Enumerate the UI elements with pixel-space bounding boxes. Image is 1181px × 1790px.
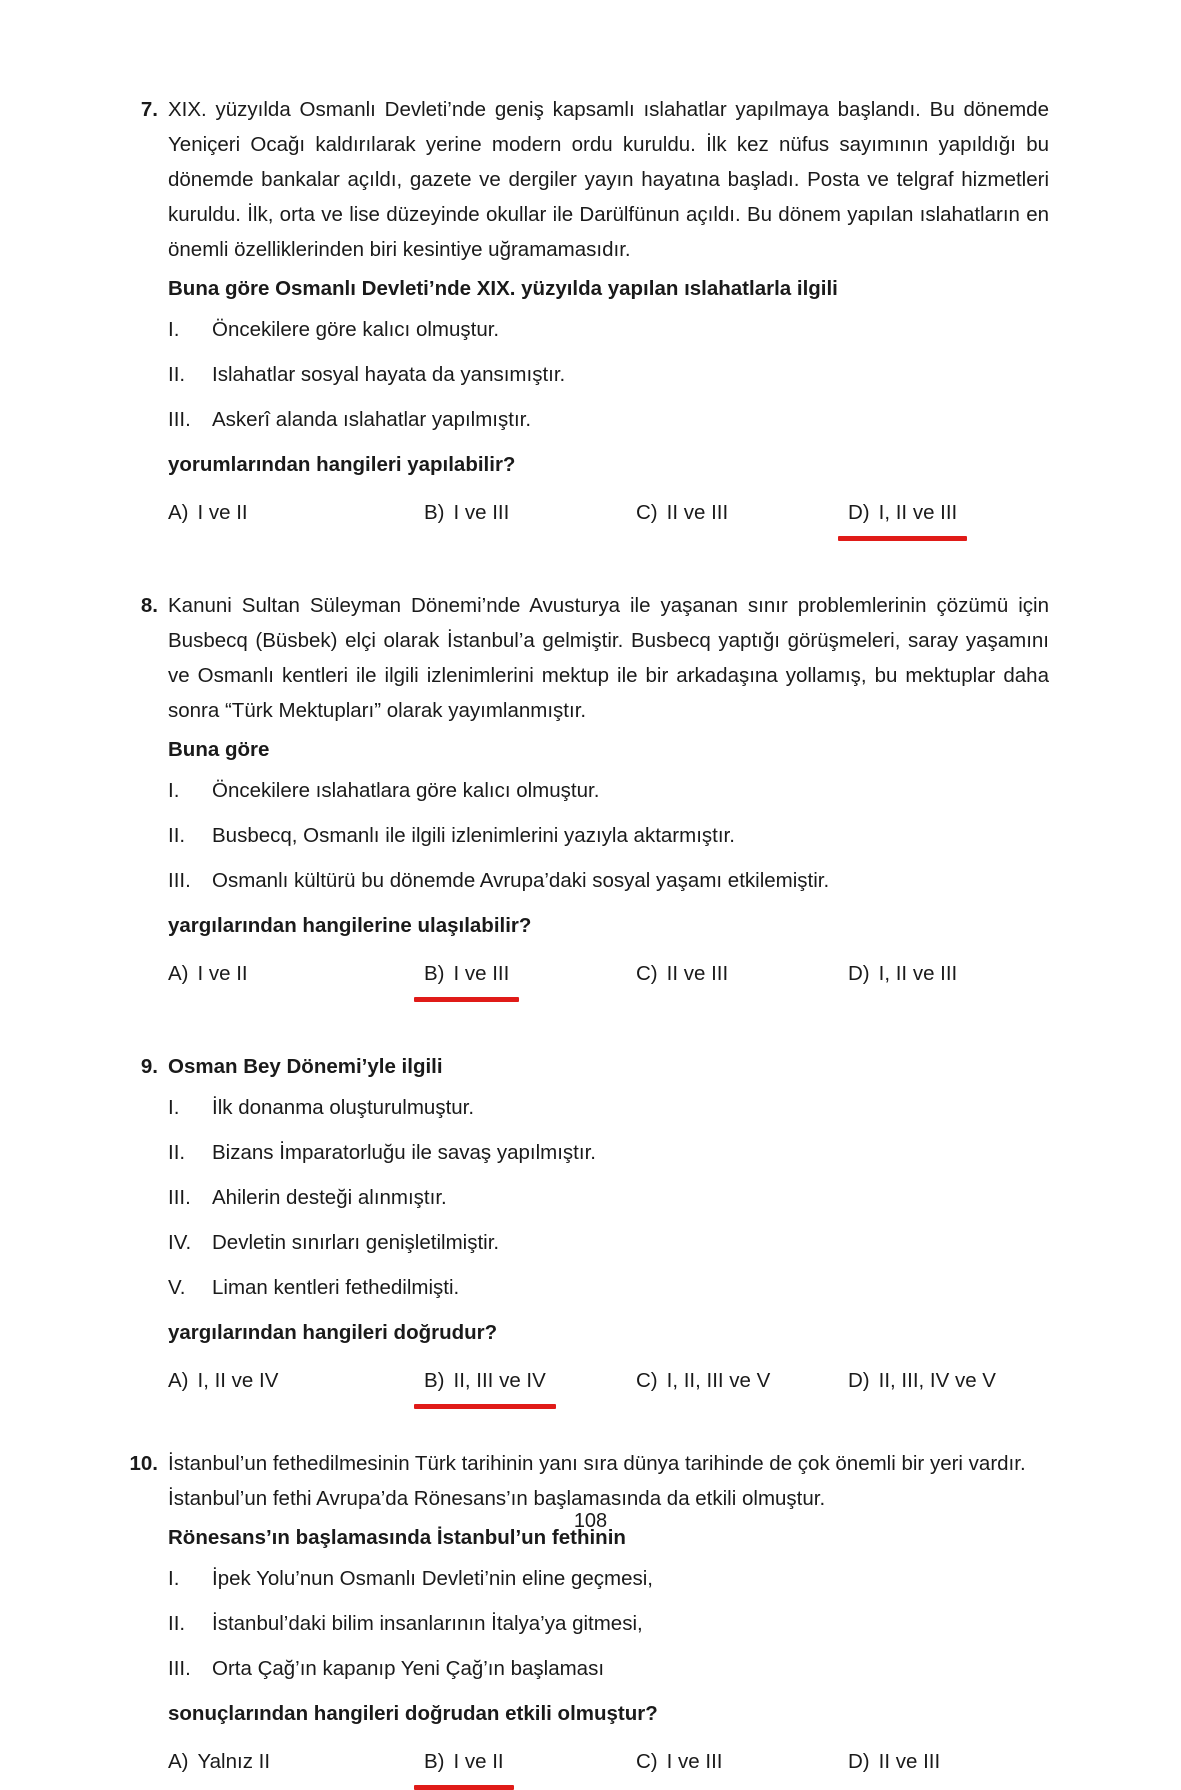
option-text: I ve II — [197, 501, 248, 524]
option-b-8[interactable] — [424, 959, 636, 993]
option-text: I ve II — [197, 962, 248, 985]
roman-numeral: III. — [168, 869, 191, 892]
roman-text: Osmanlı kültürü bu dönemde Avrupa’daki sosyal yaşamı etkilemiştir. — [212, 869, 830, 892]
list-item — [168, 1561, 1049, 1596]
option-text: II ve III — [666, 962, 729, 985]
roman-text: Ahilerin desteği alınmıştır. — [212, 1186, 447, 1209]
roman-numeral: III. — [168, 1657, 191, 1680]
roman-numeral: IV. — [168, 1231, 192, 1254]
option-text: II, III ve IV — [453, 1369, 546, 1392]
question-body-7 — [168, 92, 1049, 267]
question-number-9: 9. — [140, 1055, 158, 1078]
list-item — [168, 1180, 1049, 1215]
list-item — [168, 863, 1049, 898]
option-letter: A) — [168, 501, 189, 524]
option-letter: A) — [168, 962, 189, 985]
roman-text: Askerî alanda ıslahatlar yapılmıştır. — [212, 408, 532, 431]
question-prompt-7: yorumlarından hangileri yapılabilir? — [168, 453, 516, 476]
page-number: 108 — [573, 1510, 608, 1532]
list-item — [168, 1270, 1049, 1305]
question-number-7: 7. — [140, 98, 158, 121]
option-c-10[interactable] — [636, 1747, 848, 1781]
option-letter: B) — [424, 1750, 445, 1773]
question-prompt-9: yargılarından hangileri doğrudur? — [168, 1321, 498, 1344]
option-letter: B) — [424, 1369, 445, 1392]
question-head-10 — [129, 1446, 1049, 1516]
roman-numeral: I. — [168, 1567, 180, 1590]
option-c-7[interactable] — [636, 498, 848, 532]
roman-numeral: III. — [168, 408, 191, 431]
question-lead-8: Buna göre — [168, 738, 270, 761]
question-body-8 — [168, 588, 1049, 728]
roman-numeral: III. — [168, 1186, 191, 1209]
roman-list-7 — [168, 312, 1049, 437]
option-b-9[interactable] — [424, 1366, 636, 1400]
option-a-7[interactable] — [168, 498, 424, 532]
roman-numeral: I. — [168, 1096, 180, 1119]
option-text: I ve III — [453, 962, 510, 985]
roman-text: Busbecq, Osmanlı ile ilgili izlenimlerini yazıyla aktarmıştır. — [212, 824, 735, 847]
option-b-10[interactable] — [424, 1747, 636, 1781]
option-text: I ve III — [666, 1750, 723, 1773]
option-d-10[interactable] — [848, 1747, 940, 1781]
list-item — [168, 312, 1049, 347]
roman-numeral: II. — [168, 1141, 186, 1164]
question-block-7 — [132, 92, 1049, 532]
roman-numeral: II. — [168, 824, 186, 847]
option-letter: D) — [848, 962, 870, 985]
option-b-7[interactable] — [424, 498, 636, 532]
roman-text: Bizans İmparatorluğu ile savaş yapılmıştır. — [212, 1141, 596, 1164]
option-a-8[interactable] — [168, 959, 424, 993]
roman-list-10 — [168, 1561, 1049, 1686]
option-text: I ve III — [453, 501, 510, 524]
option-letter: B) — [424, 962, 445, 985]
option-letter: D) — [848, 501, 870, 524]
question-head-7 — [132, 92, 1049, 267]
option-letter: A) — [168, 1750, 189, 1773]
list-item — [168, 1651, 1049, 1686]
option-letter: C) — [636, 1369, 658, 1392]
option-text: I, II ve III — [878, 962, 958, 985]
roman-numeral: I. — [168, 318, 180, 341]
option-d-8[interactable] — [848, 959, 957, 993]
roman-list-9 — [168, 1090, 1049, 1305]
list-item — [168, 1090, 1049, 1125]
question-block-10 — [129, 1446, 1049, 1781]
question-lead-7: Buna göre Osmanlı Devleti’nde XIX. yüzyılda yapılan ıslahatlarla ilgili — [168, 277, 838, 300]
options-row-8 — [168, 959, 1049, 993]
roman-text: Öncekilere ıslahatlara göre kalıcı olmuştur. — [212, 779, 600, 802]
question-number-8: 8. — [140, 594, 158, 617]
spacer — [132, 1400, 1049, 1446]
list-item — [168, 773, 1049, 808]
list-item — [168, 1135, 1049, 1170]
roman-text: İstanbul’daki bilim insanlarının İtalya’ya gitmesi, — [212, 1612, 643, 1635]
options-row-9 — [168, 1366, 1049, 1400]
roman-list-8 — [168, 773, 1049, 898]
question-number-10: 10. — [129, 1452, 158, 1475]
roman-text: Devletin sınırları genişletilmiştir. — [212, 1231, 500, 1254]
option-text: II, III, IV ve V — [878, 1369, 996, 1392]
roman-numeral: I. — [168, 779, 180, 802]
list-item — [168, 1225, 1049, 1260]
options-row-7 — [168, 498, 1049, 532]
option-letter: C) — [636, 501, 658, 524]
question-body-10 — [168, 1446, 1049, 1516]
option-text: II ve III — [878, 1750, 941, 1773]
question-prompt-10: sonuçlarından hangileri doğrudan etkili olmuştur? — [168, 1702, 658, 1725]
option-text: Yalnız II — [197, 1750, 271, 1773]
option-letter: C) — [636, 962, 658, 985]
question-body-9 — [168, 1049, 1049, 1084]
roman-text: Orta Çağ’ın kapanıp Yeni Çağ’ın başlaması — [212, 1657, 605, 1680]
list-item — [168, 818, 1049, 853]
options-row-10 — [168, 1747, 1049, 1781]
option-letter: B) — [424, 501, 445, 524]
option-a-10[interactable] — [168, 1747, 424, 1781]
roman-text: Islahatlar sosyal hayata da yansımıştır. — [212, 363, 566, 386]
option-c-9[interactable] — [636, 1366, 848, 1400]
option-text: I, II, III ve V — [666, 1369, 771, 1392]
option-text: II ve III — [666, 501, 729, 524]
option-text: I, II ve IV — [197, 1369, 279, 1392]
roman-text: Öncekilere göre kalıcı olmuştur. — [212, 318, 500, 341]
option-letter: D) — [848, 1750, 870, 1773]
roman-numeral: II. — [168, 363, 186, 386]
list-item — [168, 357, 1049, 392]
roman-numeral: V. — [168, 1276, 186, 1299]
question-head-9 — [132, 1049, 1049, 1084]
roman-text: İpek Yolu’nun Osmanlı Devleti’nin eline geçmesi, — [212, 1567, 654, 1590]
option-letter: C) — [636, 1750, 658, 1773]
question-prompt-8: yargılarından hangilerine ulaşılabilir? — [168, 914, 532, 937]
question-passage-10: İstanbul’un fethedilmesinin Türk tarihinin yanı sıra dünya tarihinde de çok önemli bir yeri vardır. İstanbul’un fethi Avrupa’da Rönesans’ın başlamasında da etkili olmuştur. — [168, 1452, 1026, 1510]
option-a-9[interactable] — [168, 1366, 424, 1400]
question-lead-9: Osman Bey Dönemi’yle ilgili — [168, 1055, 443, 1078]
question-passage-8: Kanuni Sultan Süleyman Dönemi’nde Avusturya ile yaşanan sınır problemlerinin çözümü için Busbecq (Büsbek) elçi olarak İstanbul’a gelmiştir. Busbecq yaptığı görüşmeleri, saray yaşamını ve Osmanlı kentleri ile ilgili izlenimlerini mektup ile bir arkadaşına yollamış, bu mektuplar daha sonra “Türk Mektupları” olarak yayımlanmıştır. — [168, 594, 1049, 722]
option-letter: A) — [168, 1369, 189, 1392]
spacer — [132, 993, 1049, 1049]
question-lead-10: Rönesans’ın başlamasında İstanbul’un fethinin — [168, 1526, 626, 1549]
question-passage-7: XIX. yüzyılda Osmanlı Devleti’nde geniş kapsamlı ıslahatlar yapılmaya başlandı. Bu dönemde Yeniçeri Ocağı kaldırılarak yerine modern ordu kuruldu. İlk kez nüfus sayımının yapıldığı bu dönemde bankalar açıldı, gazete ve dergiler yayın hayatına başladı. Posta ve telgraf hizmetleri kuruldu. İlk, orta ve lise düzeyinde okullar ile Darülfünun açıldı. Bu dönem yapılan ıslahatların en önemli özelliklerinden biri kesintiye uğramamasıdır. — [168, 98, 1049, 261]
option-d-9[interactable] — [848, 1366, 996, 1400]
roman-numeral: II. — [168, 1612, 186, 1635]
list-item — [168, 402, 1049, 437]
roman-text: Liman kentleri fethedilmişti. — [212, 1276, 460, 1299]
option-c-8[interactable] — [636, 959, 848, 993]
roman-text: İlk donanma oluşturulmuştur. — [212, 1096, 475, 1119]
option-letter: D) — [848, 1369, 870, 1392]
question-block-9 — [132, 1049, 1049, 1400]
option-text: I, II ve III — [878, 501, 958, 524]
question-block-8 — [132, 588, 1049, 993]
list-item — [168, 1606, 1049, 1641]
question-head-8 — [132, 588, 1049, 728]
option-d-7[interactable] — [848, 498, 957, 532]
option-text: I ve II — [453, 1750, 504, 1773]
